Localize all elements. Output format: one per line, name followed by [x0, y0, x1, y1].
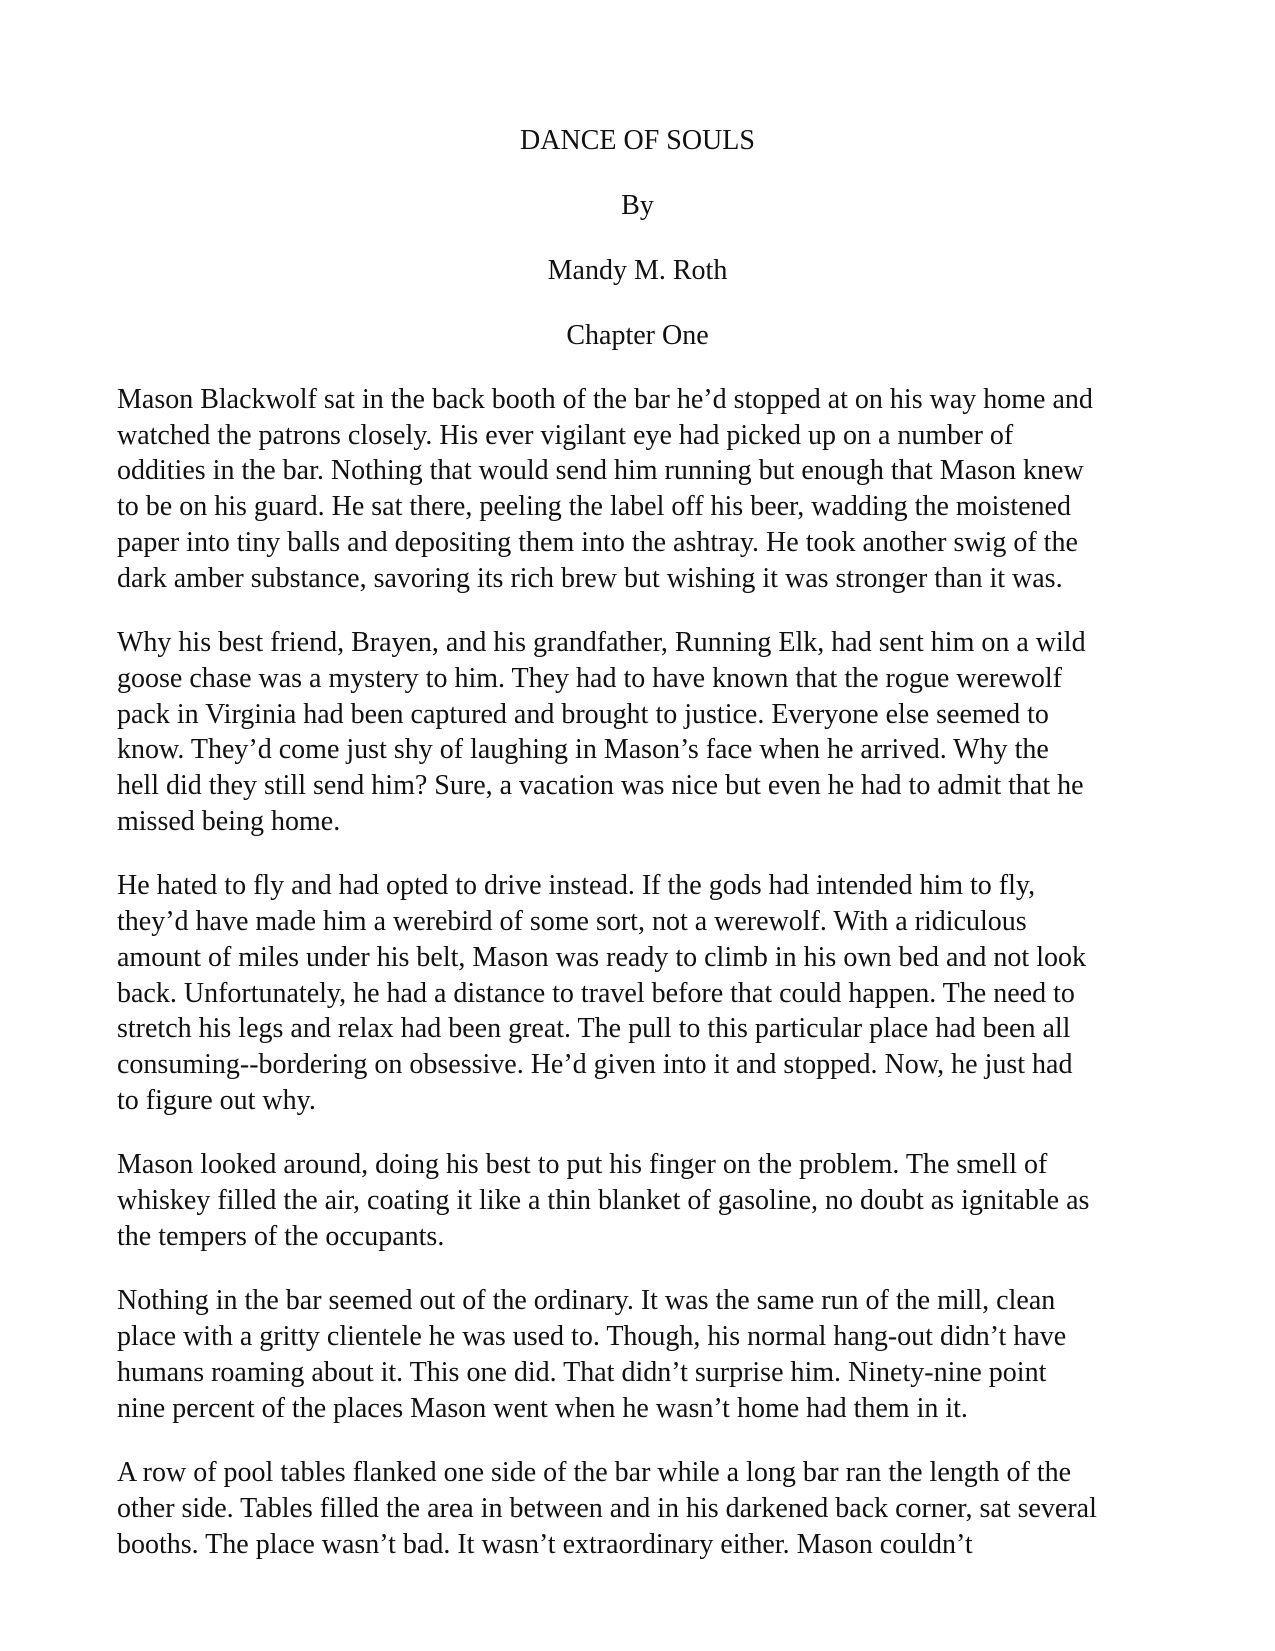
paragraph-line: oddities in the bar. Nothing that would send him running but enough that Mason knew: [117, 455, 1084, 487]
paragraph-line: watched the patrons closely. His ever vigilant eye had picked up on a number of: [117, 419, 1014, 451]
paragraph-line: stretch his legs and relax had been great. The pull to this particular place had been all: [117, 1013, 1071, 1045]
paragraph-line: A row of pool tables flanked one side of the bar while a long bar ran the length of the: [117, 1457, 1072, 1489]
paragraph-line: booths. The place wasn’t bad. It wasn’t extraordinary either. Mason couldn’t: [117, 1528, 973, 1560]
author-name: Mandy M. Roth: [547, 255, 728, 286]
paragraph-line: dark amber substance, savoring its rich brew but wishing it was stronger than it was.: [117, 562, 1063, 594]
paragraph-line: Nothing in the bar seemed out of the ordinary. It was the same run of the mill, clean: [117, 1285, 1056, 1317]
document-title: DANCE OF SOULS: [520, 125, 755, 156]
paragraph-line: Mason looked around, doing his best to put his finger on the problem. The smell of: [117, 1149, 1048, 1181]
paragraph-line: other side. Tables filled the area in between and in his darkened back corner, sat several: [117, 1492, 1097, 1524]
paragraph-line: to figure out why.: [117, 1084, 316, 1116]
paragraph-line: Why his best friend, Brayen, and his grandfather, Running Elk, had sent him on a wild: [117, 627, 1086, 659]
paragraph-line: paper into tiny balls and depositing them into the ashtray. He took another swig of the: [117, 526, 1078, 558]
paragraph-line: hell did they still send him? Sure, a vacation was nice but even he had to admit that he: [117, 770, 1084, 802]
paragraph-line: the tempers of the occupants.: [117, 1220, 445, 1252]
paragraph-line: missed being home.: [117, 805, 341, 837]
paragraph: [117, 1455, 1212, 1562]
paragraph-line: goose chase was a mystery to him. They had to have known that the rogue werewolf: [117, 662, 1062, 694]
paragraph-line: whiskey filled the air, coating it like a thin blanket of gasoline, no doubt as ignitable as: [117, 1185, 1090, 1217]
paragraph: [117, 868, 1212, 1118]
chapter-body: [117, 382, 1212, 1591]
chapter-heading: Chapter One: [566, 320, 709, 351]
paragraph-line: He hated to fly and had opted to drive instead. If the gods had intended him to fly,: [117, 870, 1036, 902]
paragraph-line: place with a gritty clientele he was used to. Though, his normal hang-out didn’t have: [117, 1321, 1067, 1353]
paragraph-line: pack in Virginia had been captured and brought to justice. Everyone else seemed to: [117, 698, 1049, 730]
paragraph-line: consuming--bordering on obsessive. He’d given into it and stopped. Now, he just had: [117, 1048, 1073, 1080]
byline-label: By: [621, 190, 654, 221]
paragraph-line: back. Unfortunately, he had a distance to travel before that could happen. The need to: [117, 977, 1075, 1009]
paragraph-line: amount of miles under his belt, Mason was ready to climb in his own bed and not look: [117, 941, 1086, 973]
paragraph-line: know. They’d come just shy of laughing in Mason’s face when he arrived. Why the: [117, 734, 1049, 766]
paragraph: [117, 1147, 1212, 1254]
paragraph: [117, 1283, 1212, 1426]
paragraph: [117, 625, 1212, 839]
paragraph-line: to be on his guard. He sat there, peeling the label off his beer, wadding the moistened: [117, 491, 1071, 523]
paragraph: [117, 382, 1212, 596]
paragraph-line: they’d have made him a werebird of some sort, not a werewolf. With a ridiculous: [117, 906, 1027, 938]
paragraph-line: Mason Blackwolf sat in the back booth of the bar he’d stopped at on his way home and: [117, 384, 1093, 415]
paragraph-line: nine percent of the places Mason went when he wasn’t home had them in it.: [117, 1392, 968, 1424]
paragraph-line: humans roaming about it. This one did. That didn’t surprise him. Ninety-nine point: [117, 1356, 1047, 1388]
